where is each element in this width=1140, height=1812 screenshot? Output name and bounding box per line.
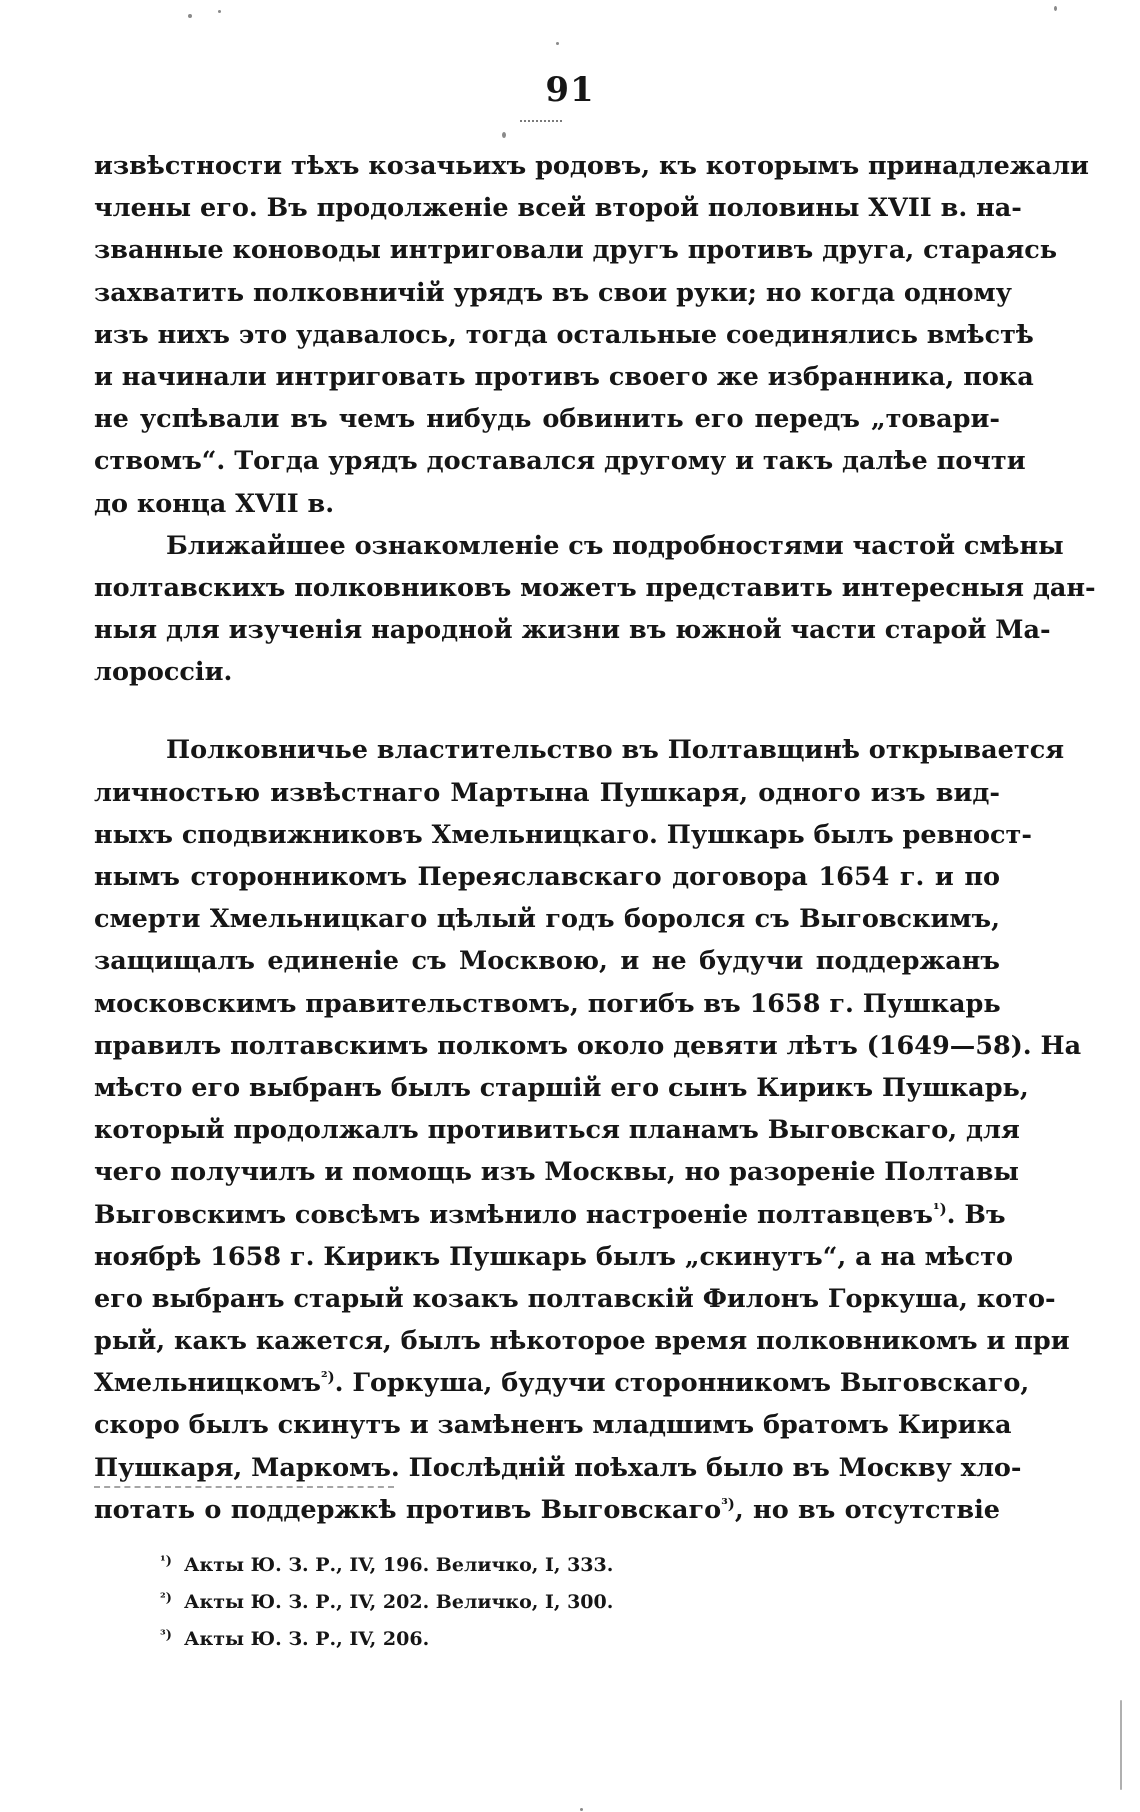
paragraph-gap <box>94 693 1000 729</box>
text-line: не успѣвали въ чемъ нибудь обвинить его передъ „товари- <box>94 404 1000 435</box>
text-line: нымъ сторонникомъ Переяславскаго договора 1654 г. и по <box>94 862 1000 892</box>
text-line <box>94 1489 1000 1531</box>
text-fragment: потать о поддержкѣ противъ Выговскаго <box>94 1494 722 1525</box>
text-line: Ближайшее ознакомленіе съ подробностями частой смѣны <box>166 530 1064 561</box>
text-line: званные коноводы интриговали другъ противъ друга, стараясь <box>94 235 1058 266</box>
scan-speck <box>188 14 192 18</box>
text-line: ствомъ“. Тогда урядъ доставался другому и такъ далѣе почти <box>94 446 1026 477</box>
text-line: ныя для изученія народной жизни въ южной части старой Ма- <box>94 615 1051 646</box>
footnote-ref-1: ¹) <box>933 1199 947 1218</box>
text-line: и начинали интриговать противъ своего же избранника, пока <box>94 361 1034 392</box>
text-line: московскимъ правительствомъ, погибъ въ 1658 г. Пушкарь <box>94 988 1001 1019</box>
scan-speck <box>556 42 559 45</box>
text-fragment: . Горкуша, будучи сторонникомъ Выговскаго, <box>334 1368 1030 1399</box>
footnote-ref-2: ²) <box>321 1368 335 1387</box>
footnote-text: Акты Ю. З. Р., IV, 206. <box>184 1628 430 1650</box>
text-line: Полковничье властительство въ Полтавщинѣ открывается <box>166 735 1065 766</box>
text-line: рый, какъ кажется, былъ нѣкоторое время полковникомъ и при <box>94 1326 1070 1357</box>
text-line: чего получилъ и помощь изъ Москвы, но разореніе Полтавы <box>94 1157 1019 1188</box>
text-line: изъ нихъ это удавалось, тогда остальные соединялись вмѣстѣ <box>94 319 1034 350</box>
text-line: скоро былъ скинутъ и замѣненъ младшимъ братомъ Кирика <box>94 1410 1012 1441</box>
text-line: личностью извѣстнаго Мартына Пушкаря, одного изъ вид- <box>94 777 1000 808</box>
footnote-mark: ³) <box>160 1628 172 1643</box>
footnote-3 <box>160 1619 760 1656</box>
text-line: который продолжалъ противиться планамъ Выговскаго, для <box>94 1115 1020 1146</box>
text-line: правилъ полтавскимъ полкомъ около девяти лѣтъ (1649—58). На <box>94 1030 1082 1061</box>
text-line <box>94 1362 1030 1404</box>
footnote-1 <box>160 1545 760 1582</box>
text-line: ныхъ сподвижниковъ Хмельницкаго. Пушкарь былъ ревност- <box>94 819 1032 850</box>
footnote-2 <box>160 1582 760 1619</box>
text-fragment: . Въ <box>946 1199 1006 1230</box>
text-line: мѣсто его выбранъ былъ старшій его сынъ Кирикъ Пушкарь, <box>94 1072 1029 1103</box>
page-number: 91 <box>545 70 595 110</box>
text-line: полтавскихъ полковниковъ можетъ представить интересныя дан- <box>94 572 1096 603</box>
scan-speck <box>218 10 221 13</box>
body-text <box>94 145 1096 1531</box>
scan-speck <box>1054 6 1057 11</box>
text-line: ноябрѣ 1658 г. Кирикъ Пушкарь былъ „скинутъ“, а на мѣсто <box>94 1241 1014 1272</box>
text-line: захватить полковничій урядъ въ свои руки; но когда одному <box>94 277 1012 308</box>
footnote-mark: ¹) <box>160 1554 172 1569</box>
scan-speck <box>502 132 506 138</box>
text-line: извѣстности тѣхъ козачьихъ родовъ, къ которымъ принадлежали <box>94 151 1089 181</box>
footnote-text: Акты Ю. З. Р., IV, 196. Величко, I, 333. <box>184 1554 614 1576</box>
footnote-separator <box>94 1486 394 1488</box>
text-line: Пушкаря, Маркомъ. Послѣдній поѣхалъ было въ Москву хло- <box>94 1452 1022 1483</box>
text-line: смерти Хмельницкаго цѣлый годъ боролся съ Выговскимъ, <box>94 904 1000 935</box>
scan-speck <box>580 1808 583 1811</box>
footnote-mark: ²) <box>160 1591 172 1606</box>
footnotes <box>160 1545 760 1656</box>
page-number-underline <box>520 120 562 122</box>
text-line <box>94 1194 1006 1236</box>
footnote-ref-3: ³) <box>721 1494 735 1513</box>
text-line: до конца XVII в. <box>94 488 335 519</box>
text-line: его выбранъ старый козакъ полтавскій Филонъ Горкуша, кото- <box>94 1283 1056 1314</box>
text-line: члены его. Въ продолженіе всей второй половины XVII в. на- <box>94 193 1022 224</box>
text-line: лороссіи. <box>94 657 233 688</box>
text-fragment: , но въ отсутствіе <box>734 1494 1000 1525</box>
text-fragment: Хмельницкомъ <box>94 1368 321 1399</box>
scan-speck <box>1120 1700 1122 1790</box>
footnote-text: Акты Ю. З. Р., IV, 202. Величко, I, 300. <box>184 1591 614 1613</box>
text-fragment: Выговскимъ совсѣмъ измѣнило настроеніе полтавцевъ <box>94 1199 933 1230</box>
text-line: защищалъ единеніе съ Москвою, и не будучи поддержанъ <box>94 946 1000 977</box>
